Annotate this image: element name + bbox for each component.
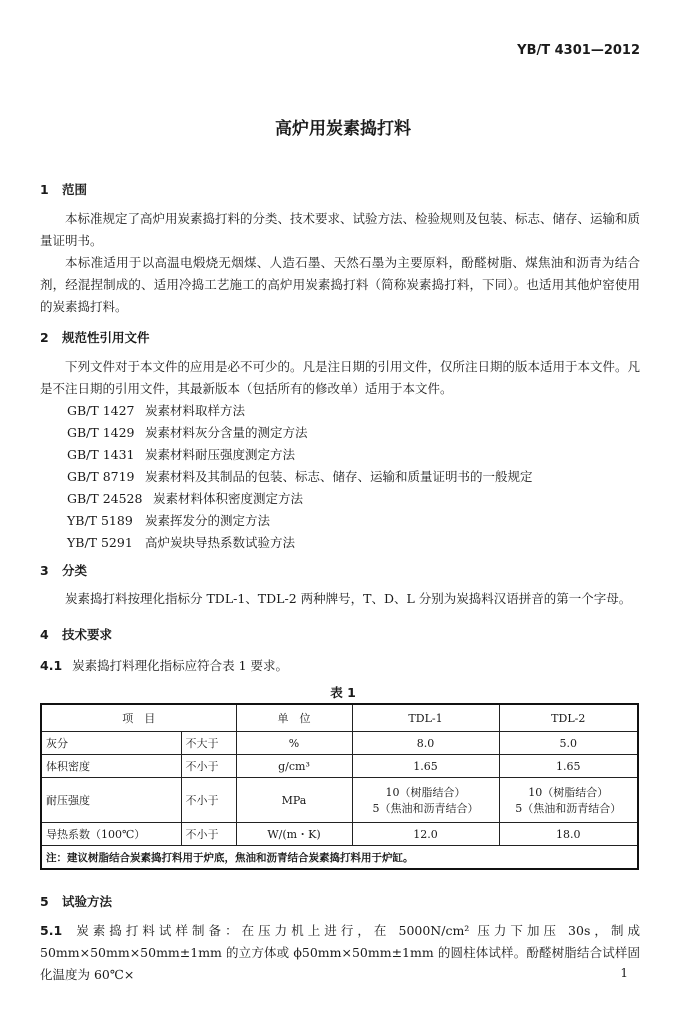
reference-name: 炭素材料体积密度测定方法 [153, 491, 304, 506]
clause-4-1 [40, 656, 288, 674]
cell-tdl2 [499, 778, 638, 823]
header-unit: 单 位 [236, 704, 352, 732]
section-3-paragraph-1: 炭素捣打料按理化指标分 TDL-1、TDL-2 两种牌号，T、D、L 分别为炭捣料汉语拼音的第一个字母。 [65, 591, 632, 606]
table-row [41, 732, 638, 755]
section-number: 2 [40, 330, 49, 345]
clause-number: 5.1 [40, 923, 63, 938]
cell-item: 灰分 [41, 732, 181, 755]
cell-condition: 不小于 [181, 778, 236, 823]
cell-unit: W/(m・K) [236, 823, 352, 846]
cell-tdl1: 1.65 [352, 755, 499, 778]
reference-code: GB/T 1429 [67, 425, 135, 440]
section-number: 5 [40, 894, 49, 909]
section-2-heading [40, 328, 150, 346]
table-header-row [41, 704, 638, 732]
reference-name: 炭素材料灰分含量的测定方法 [145, 425, 308, 440]
document-title: 高炉用炭素捣打料 [275, 119, 411, 139]
reference-code: YB/T 5291 [67, 535, 133, 550]
reference-code: GB/T 1427 [67, 403, 135, 418]
cell-tdl1: 12.0 [352, 823, 499, 846]
reference-item [67, 466, 533, 488]
reference-item [67, 532, 295, 554]
reference-code: GB/T 24528 [67, 491, 143, 506]
reference-name: 炭素材料取样方法 [145, 403, 246, 418]
cell-unit: MPa [236, 778, 352, 823]
reference-item [67, 510, 270, 532]
page-number: 1 [620, 966, 628, 980]
reference-item [67, 422, 308, 444]
clause-text: 炭素捣打料试样制备：在压力机上进行，在 5000N/cm² 压力下加压 30s，制成 50mm×50mm×50mm±1mm 的立方体或 ϕ50mm×50mm±1mm 的圆柱体试样。酚醛树脂结合试样固化温度为 60℃× [40, 923, 640, 982]
section-title: 分类 [62, 563, 88, 578]
table-row [41, 778, 638, 823]
section-2-paragraph-1: 下列文件对于本文件的应用是必不可少的。凡是注日期的引用文件，仅所注日期的版本适用于本文件。凡是不注日期的引用文件，其最新版本（包括所有的修改单）适用于本文件。 [40, 359, 641, 396]
cell-item: 耐压强度 [41, 778, 181, 823]
section-title: 技术要求 [62, 627, 113, 642]
table-caption: 表 1 [330, 685, 356, 700]
reference-code: YB/T 5189 [67, 513, 133, 528]
cell-tdl2: 18.0 [499, 823, 638, 846]
reference-item [67, 488, 303, 510]
reference-code: GB/T 8719 [67, 469, 135, 484]
cell-tdl2: 5.0 [499, 732, 638, 755]
standard-number: YB/T 4301—2012 [517, 43, 640, 58]
table-row [41, 823, 638, 846]
reference-item [67, 400, 245, 422]
spec-table [40, 703, 639, 870]
cell-tdl1 [352, 778, 499, 823]
cell-line: 5（焦油和沥青结合） [372, 802, 479, 815]
section-number: 1 [40, 182, 49, 197]
section-title: 规范性引用文件 [62, 330, 150, 345]
section-5-heading [40, 892, 112, 910]
table-row [41, 755, 638, 778]
section-1-heading [40, 180, 87, 198]
section-1-paragraph-2: 本标准适用于以高温电煅烧无烟煤、人造石墨、天然石墨为主要原料，酚醛树脂、煤焦油和沥青为结合剂，经混捏制成的、适用冷捣工艺施工的高炉用炭素捣打料（简称炭素捣打料，下同）。也适用其他炉窑使用的炭素捣打料。 [40, 255, 640, 314]
reference-name: 炭素材料耐压强度测定方法 [145, 447, 296, 462]
cell-line: 10（树脂结合） [528, 786, 609, 799]
cell-line: 10（树脂结合） [385, 786, 466, 799]
section-3-heading [40, 561, 87, 579]
clause-number: 4.1 [40, 658, 63, 673]
clause-5-1 [40, 920, 640, 986]
table-note: 注：建议树脂结合炭素捣打料用于炉底，焦油和沥青结合炭素捣打料用于炉缸。 [41, 846, 638, 870]
clause-text: 炭素捣打料理化指标应符合表 1 要求。 [72, 658, 289, 673]
cell-unit: g/cm³ [236, 755, 352, 778]
reference-item [67, 444, 295, 466]
reference-name: 炭素挥发分的测定方法 [145, 513, 271, 528]
cell-condition: 不大于 [181, 732, 236, 755]
section-title: 试验方法 [62, 894, 113, 909]
table-note-row [41, 846, 638, 870]
reference-name: 炭素材料及其制品的包装、标志、储存、运输和质量证明书的一般规定 [145, 469, 533, 484]
section-title: 范围 [62, 182, 88, 197]
header-tdl1: TDL-1 [352, 704, 499, 732]
header-tdl2: TDL-2 [499, 704, 638, 732]
cell-condition: 不小于 [181, 823, 236, 846]
cell-tdl1: 8.0 [352, 732, 499, 755]
section-1-paragraph-1: 本标准规定了高炉用炭素捣打料的分类、技术要求、试验方法、检验规则及包装、标志、储存、运输和质量证明书。 [40, 211, 641, 248]
reference-code: GB/T 1431 [67, 447, 135, 462]
cell-item: 导热系数（100℃） [41, 823, 181, 846]
cell-item: 体积密度 [41, 755, 181, 778]
header-item: 项 目 [41, 704, 236, 732]
section-number: 4 [40, 627, 49, 642]
reference-name: 高炉炭块导热系数试验方法 [145, 535, 296, 550]
section-4-heading [40, 625, 112, 643]
cell-tdl2: 1.65 [499, 755, 638, 778]
cell-unit: % [236, 732, 352, 755]
cell-line: 5（焦油和沥青结合） [515, 802, 622, 815]
section-number: 3 [40, 563, 49, 578]
cell-condition: 不小于 [181, 755, 236, 778]
